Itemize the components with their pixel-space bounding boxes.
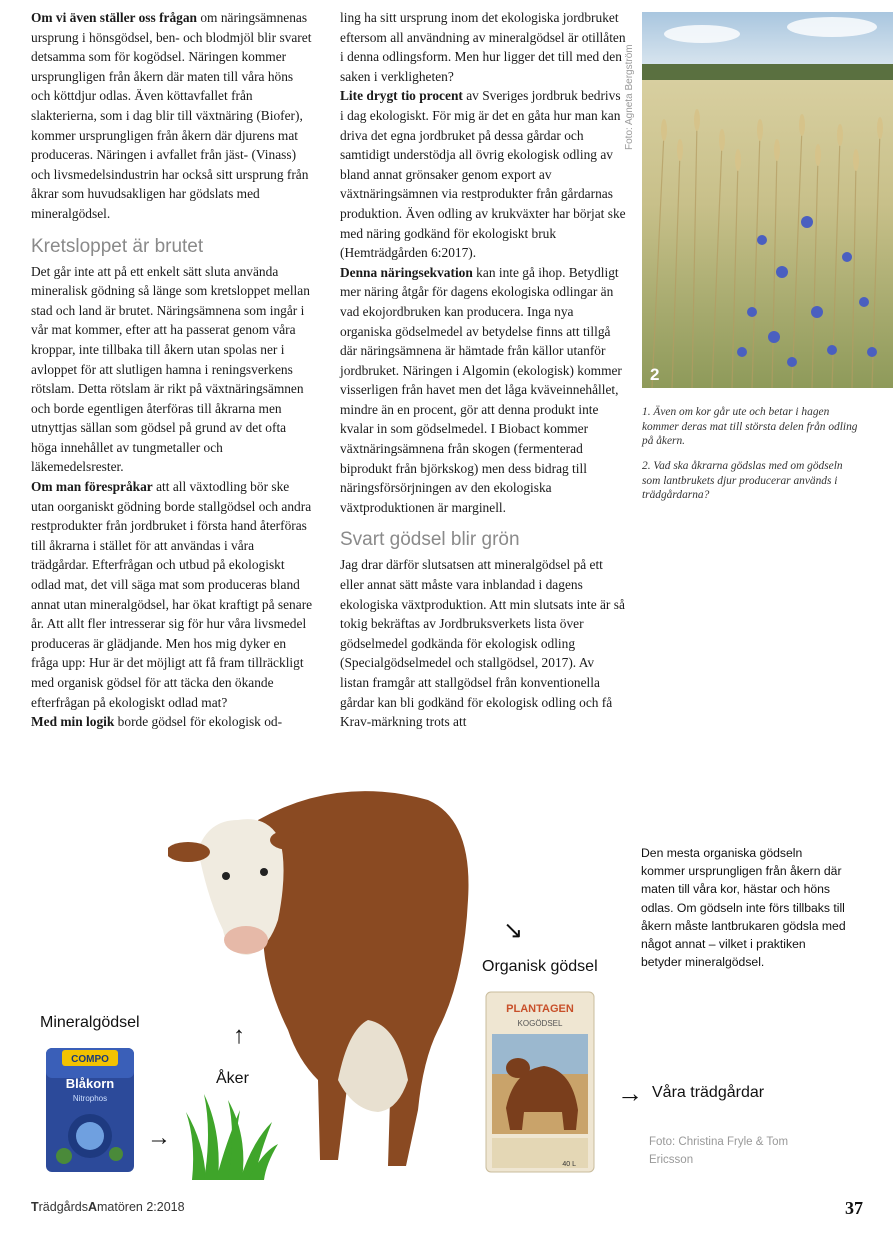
magazine-title: TrädgårdsAmatören 2:2018 [31, 1200, 185, 1214]
bag1-brand: COMPO [71, 1054, 109, 1065]
bag2-weight: 40 L [562, 1161, 576, 1168]
paragraph: Jag drar därför slutsatsen att mineralgödsel på ett eller annat sätt måste vara inblandad i dagens ekologiska växtproduktion. Att min slutsats inte är så tokig bekräftas av Jordbruksverkets lista över gödselmedel godkända för ekologisk odling (Specialgödselmedel och stallgödsel, 2017). Av listan framgår att stallgödsel från konventionella gårdar kan bli godkänd för ekologisk odling och få Krav-märkning trots att [340, 557, 625, 730]
section-heading: Kretsloppet är brutet [31, 235, 204, 257]
field-label: Åker [216, 1070, 249, 1087]
page-number: 37 [845, 1198, 863, 1218]
bag2-product: KOGÖDSEL [517, 1019, 563, 1028]
arrow-to-gardens: → [617, 1078, 643, 1108]
article-column-1 [31, 8, 314, 732]
paragraph: Lite drygt tio procent av Sveriges jordbruk bedrivs i dag ekologiskt. För mig är det en gåta hur man kan driva det egna jordbruket på dessa gårdar och samtidigt understödja all övrig ekologisk odling av bland annat grönsaker genom export av växtnäringsämnen via restprodukter från gårdarnas produktion. Även odling av krukväxter har börjat ske med näring godkänd för ekologiskt bruk (Hemträdgården 6:2017). [340, 88, 626, 261]
wheat-field-photo [642, 12, 893, 388]
fertilizer-bag-illustration [44, 1044, 136, 1174]
diagram-explanation: Den mesta organiska gödseln kommer ursprungligen från åkern där maten till våra kor, hästar och höns odlas. Om gödseln inte förs tillbaks till åkern måste lantbrukaren gödsla med något annat – vilket i praktiken betyder mineralgödsel. [641, 846, 846, 970]
mineral-fertilizer-bag [44, 1044, 136, 1174]
bag1-product: Blåkorn [65, 1076, 115, 1091]
paragraph: Om man förespråkar att all växtodling bör ske utan oorganiskt gödning borde stallgödsel och andra restprodukter från jordbruket i första hand återföras till åkrarna i stället för att användas i våra trädgårdar. Efterfrågan och utbud på ekologiskt odlad mat, det vill säga mat som produceras bland annat utan mineralgödsel, har ökat kraftigt på senare år. Att allt fler intresserar sig för hur våra livsmedel produceras är glädjande. Men hos mig dyker en fråga upp: Hur är det möjligt att få fram tillräckligt med organisk gödsel för att täcka den ökande efterfrågan på ekologiskt odlad mat? [31, 479, 313, 710]
paragraph: Denna näringsekvation kan inte gå ihop. Betydligt mer näring åtgår för dagens ekologiska odlingar än vad ekojordbruken kan producera. Inga nya organiska gödselmedel av betydelse finns att tillgå där näringsämnena är hämtade från källor utanför jordbruket. Näringen i Algomin (ekologisk) kommer visserligen från havet men det låga kväveinnehållet, mindre än en procent, gör att denna produkt inte kvalar in som gödselmedel. I Biobact kommer växtnäringsämnena från skogen (fermenterad biprodukt från björkskog) men dess bidrag till näringsförsörjningen av den ekologiska växtproduktionen är marginell. [340, 264, 622, 515]
lead-in: Lite drygt tio procent [340, 88, 463, 104]
paragraph: Det går inte att på ett enkelt sätt sluta använda mineralisk gödning så länge som kretsloppet mellan stad och land är brutet. Näringsämnena som ingår i vår mat kommer, efter att ha passerat genom våra kroppar, inte tillbaka till åkern utan spolas ner i avloppet för att slutligen hamna i reningsverkens rötslam. Detta rötslam är rikt på växtnäringsämnen och borde egentligen återföras till åkrarna men utnyttjas sällan som gödsel på grund av det ofta höga innehållet av tungmetaller och läkemedelsrester. [31, 263, 310, 475]
bag1-suffix: Nitrophos [72, 1094, 108, 1103]
photo-credit: Foto: Agneta Bergström [624, 44, 635, 150]
photo-caption-2: 2. Vad ska åkrarna gödslas med om gödseln som lantbrukets djur producerar används i trädgårdarna? [642, 460, 843, 502]
bag2-brand: PLANTAGEN [506, 1003, 574, 1015]
lead-in: Om man förespråkar [31, 479, 153, 495]
arrow-up: ↑ [233, 1022, 245, 1049]
section-heading: Svart gödsel blir grön [340, 529, 520, 551]
organic-label: Organisk gödsel [482, 958, 598, 975]
arrow-to-field: → [147, 1124, 171, 1151]
organic-fertilizer-bag [484, 990, 596, 1174]
cow-photo [168, 780, 478, 1175]
paragraph: ling ha sitt ursprung inom det ekologiska jordbruket eftersom all användning av mineralgödsel är otillåten i denna odlingsform. Men hur ligger det till med den saken i verkligheten? [340, 10, 626, 84]
mineral-label: Mineralgödsel [40, 1014, 140, 1031]
gardens-label: Våra trädgårdar [652, 1084, 765, 1101]
article-column-2 [340, 8, 626, 732]
arrow-diagonal: ↘ [503, 917, 524, 944]
paragraph: Om vi även ställer oss frågan om näringsämnenas ursprung i hönsgödsel, ben- och blodmjöl blir svaret detsamma som för kogödsel. Näringen kommer ursprungligen från åkern där maten till våra höns och köttdjur odlas. Även köttavfallet från slakterierna, som i dag blir till växtnäring (Biofer), kommer ursprungligen från åkern där djurens mat produceras. Näringen i avfallet från jäst- (Vinass) och livsmedelsindustrin har också sitt ursprung från åkrar som huvudsakligen har gödslats med mineralgödsel. [31, 10, 312, 221]
lead-in: Denna näringsekvation [340, 264, 473, 280]
photo-caption-1: 1. Även om kor går ute och betar i hagen kommer deras mat till största delen från odling på åkern. [642, 406, 858, 448]
lead-in: Om vi även ställer oss frågan [31, 10, 198, 25]
cow-illustration [168, 780, 478, 1175]
manure-bag-illustration [484, 990, 596, 1174]
lead-in: Med min logik [31, 714, 115, 730]
wheat-field-illustration [642, 12, 893, 388]
diagram-photo-credit: Foto: Christina Fryle & Tom Ericsson [649, 1136, 789, 1166]
paragraph: Med min logik borde gödsel för ekologisk od- [31, 714, 283, 730]
photo-number: 2 [650, 365, 660, 384]
